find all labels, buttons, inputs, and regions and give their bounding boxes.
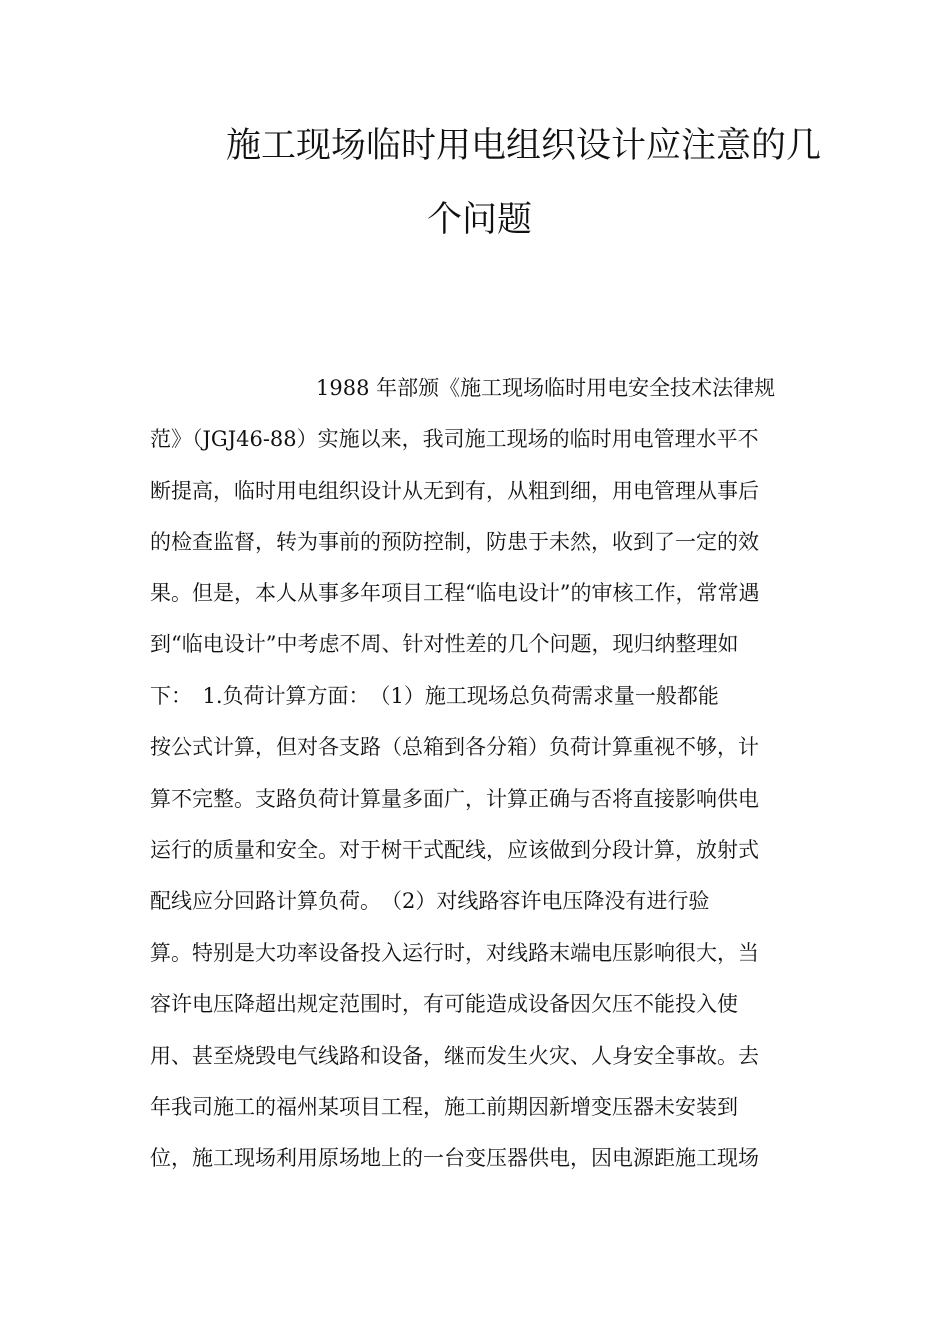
paragraph-line-11: 配线应分回路计算负荷。 （2）对线路容许电压降没有进行验 xyxy=(150,889,710,913)
paragraph-line-10: 运行的质量和安全。对于树干式配线，应该做到分段计算，放射式 xyxy=(150,838,759,862)
paragraph-line-6: 到“临电设计”中考虑不周、针对性差的几个问题，现归纳整理如 xyxy=(150,632,739,656)
paragraph-line-5: 果。但是，本人从事多年项目工程“临电设计”的审核工作，常常遇 xyxy=(150,581,760,605)
document-title-line-2: 个问题 xyxy=(427,200,533,240)
paragraph-line-16: 位，施工现场利用原场地上的一台变压器供电，因电源距施工现场 xyxy=(150,1146,759,1170)
document-title-line-1: 施工现场临时用电组织设计应注意的几 xyxy=(226,126,822,166)
paragraph-line-12: 算。特别是大功率设备投入运行时，对线路末端电压影响很大，当 xyxy=(150,941,759,965)
paragraph-line-14: 用、甚至烧毁电气线路和设备，继而发生火灾、人身安全事故。去 xyxy=(150,1044,759,1068)
paragraph-line-2: 范》（JGJ46-88）实施以来，我司施工现场的临时用电管理水平不 xyxy=(150,427,759,451)
paragraph-line-1: 1988 年部颁《施工现场临时用电安全技术法律规 xyxy=(316,376,776,400)
paragraph-line-3: 断提高，临时用电组织设计从无到有，从粗到细，用电管理从事后 xyxy=(150,479,759,503)
paragraph-line-15: 年我司施工的福州某项目工程，施工前期因新增变压器未安装到 xyxy=(150,1095,738,1119)
paragraph-line-7: 下： 1.负荷计算方面： （1）施工现场总负荷需求量一般都能 xyxy=(150,684,719,708)
paragraph-line-13: 容许电压降超出规定范围时，有可能造成设备因欠压不能投入使 xyxy=(150,992,738,1016)
paragraph-line-8: 按公式计算，但对各支路（总箱到各分箱）负荷计算重视不够，计 xyxy=(150,735,759,759)
paragraph-line-9: 算不完整。支路负荷计算量多面广，计算正确与否将直接影响供电 xyxy=(150,787,759,811)
paragraph-line-4: 的检查监督，转为事前的预防控制，防患于未然，收到了一定的效 xyxy=(150,530,759,554)
